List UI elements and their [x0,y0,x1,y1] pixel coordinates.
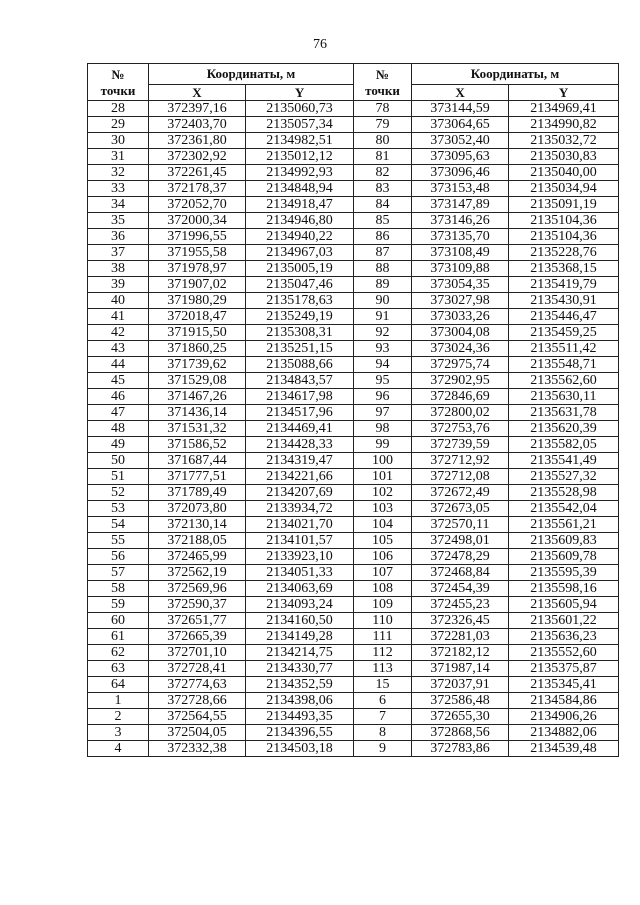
point-number-right: 81 [354,149,412,165]
y-coordinate-right: 2135542,04 [509,501,619,517]
x-coordinate-right: 373135,70 [412,229,509,245]
x-coordinate-left: 372562,19 [149,565,246,581]
point-number-right: 85 [354,213,412,229]
y-coordinate-left: 2134493,35 [246,709,354,725]
y-coordinate-right: 2135609,78 [509,549,619,565]
y-coordinate-left: 2133934,72 [246,501,354,517]
x-coordinate-right: 372281,03 [412,629,509,645]
y-coordinate-left: 2134101,57 [246,533,354,549]
x-coordinate-right: 372478,29 [412,549,509,565]
x-coordinate-left: 372073,80 [149,501,246,517]
y-coordinate-right: 2135562,60 [509,373,619,389]
point-number-left: 1 [88,693,149,709]
x-coordinate-right: 372326,45 [412,613,509,629]
y-coordinate-right: 2134539,48 [509,741,619,757]
point-number-left: 34 [88,197,149,213]
y-coordinate-right: 2135091,19 [509,197,619,213]
y-coordinate-left: 2134160,50 [246,613,354,629]
point-number-left: 48 [88,421,149,437]
point-number-left: 45 [88,373,149,389]
x-coordinate-right: 372868,56 [412,725,509,741]
x-coordinate-right: 373052,40 [412,133,509,149]
y-coordinate-left: 2134848,94 [246,181,354,197]
point-number-right: 15 [354,677,412,693]
point-number-right: 78 [354,101,412,117]
y-coordinate-right: 2135032,72 [509,133,619,149]
y-coordinate-left: 2134396,55 [246,725,354,741]
point-number-right: 109 [354,597,412,613]
x-coordinate-right: 373004,08 [412,325,509,341]
y-coordinate-right: 2135541,49 [509,453,619,469]
point-number-right: 92 [354,325,412,341]
point-number-left: 61 [88,629,149,645]
x-coordinate-left: 372302,92 [149,149,246,165]
x-coordinate-right: 372846,69 [412,389,509,405]
x-coordinate-left: 372000,34 [149,213,246,229]
table-row [88,117,619,133]
x-coordinate-left: 372465,99 [149,549,246,565]
point-number-header-right: № точки [354,64,412,101]
point-number-right: 80 [354,133,412,149]
y-coordinate-right: 2135601,22 [509,613,619,629]
x-coordinate-right: 372454,39 [412,581,509,597]
point-number-left: 3 [88,725,149,741]
point-number-left: 57 [88,565,149,581]
x-coordinate-right: 372739,59 [412,437,509,453]
x-coordinate-left: 372728,66 [149,693,246,709]
y-coordinate-right: 2135620,39 [509,421,619,437]
y-coordinate-right: 2135228,76 [509,245,619,261]
point-number-left: 56 [88,549,149,565]
y-coordinate-left: 2134330,77 [246,661,354,677]
table-row [88,165,619,181]
point-number-left: 49 [88,437,149,453]
point-number-right: 104 [354,517,412,533]
y-coordinate-right: 2135548,71 [509,357,619,373]
point-number-right: 100 [354,453,412,469]
x-coordinate-right: 373109,88 [412,261,509,277]
table-row [88,213,619,229]
x-coordinate-left: 372728,41 [149,661,246,677]
point-number-left: 58 [88,581,149,597]
table-row [88,485,619,501]
point-number-left: 63 [88,661,149,677]
x-coordinate-right: 373144,59 [412,101,509,117]
point-number-right: 94 [354,357,412,373]
coordinates-table [87,63,619,757]
x-coordinate-left: 372332,38 [149,741,246,757]
x-coordinate-right: 371987,14 [412,661,509,677]
x-coordinate-right: 372182,12 [412,645,509,661]
y-coordinate-left: 2134319,47 [246,453,354,469]
table-row [88,469,619,485]
y-coordinate-left: 2134617,98 [246,389,354,405]
y-coordinate-left: 2135057,34 [246,117,354,133]
table-row [88,613,619,629]
point-number-right: 84 [354,197,412,213]
table-row [88,389,619,405]
point-number-right: 95 [354,373,412,389]
table-row [88,325,619,341]
x-coordinate-right: 372586,48 [412,693,509,709]
x-coordinate-right: 373146,26 [412,213,509,229]
y-coordinate-left: 2134021,70 [246,517,354,533]
x-coordinate-right: 372037,91 [412,677,509,693]
y-coordinate-right: 2135528,98 [509,485,619,501]
x-coordinate-left: 372590,37 [149,597,246,613]
x-coordinate-left: 372397,16 [149,101,246,117]
point-number-right: 108 [354,581,412,597]
x-coordinate-left: 372052,70 [149,197,246,213]
x-coordinate-right: 372712,08 [412,469,509,485]
y-coordinate-right: 2135630,11 [509,389,619,405]
table-row [88,453,619,469]
x-coordinate-right: 372975,74 [412,357,509,373]
x-coordinate-left: 371436,14 [149,405,246,421]
y-coordinate-left: 2134428,33 [246,437,354,453]
table-row [88,661,619,677]
y-coordinate-left: 2134517,96 [246,405,354,421]
y-coordinate-right: 2135345,41 [509,677,619,693]
point-number-left: 59 [88,597,149,613]
y-coordinate-right: 2135527,32 [509,469,619,485]
point-number-right: 112 [354,645,412,661]
y-coordinate-right: 2135459,25 [509,325,619,341]
y-coordinate-left: 2134940,22 [246,229,354,245]
x-coordinate-right: 373054,35 [412,277,509,293]
table-row [88,517,619,533]
x-coordinate-left: 371586,52 [149,437,246,453]
x-header-right: X [412,85,509,101]
y-coordinate-right: 2134906,26 [509,709,619,725]
point-number-right: 89 [354,277,412,293]
y-coordinate-right: 2135104,36 [509,213,619,229]
x-coordinate-left: 371777,51 [149,469,246,485]
y-coordinate-left: 2134843,57 [246,373,354,389]
x-coordinate-right: 372673,05 [412,501,509,517]
x-coordinate-right: 372655,30 [412,709,509,725]
x-coordinate-left: 372178,37 [149,181,246,197]
point-number-left: 42 [88,325,149,341]
y-coordinate-left: 2135060,73 [246,101,354,117]
table-row [88,437,619,453]
point-number-left: 28 [88,101,149,117]
table-row [88,645,619,661]
x-coordinate-right: 373027,98 [412,293,509,309]
y-coordinate-right: 2135561,21 [509,517,619,533]
point-number-left: 46 [88,389,149,405]
x-coordinate-left: 371467,26 [149,389,246,405]
table-row [88,245,619,261]
point-number-right: 91 [354,309,412,325]
y-header-right: Y [509,85,619,101]
y-coordinate-right: 2135446,47 [509,309,619,325]
y-coordinate-left: 2134051,33 [246,565,354,581]
point-number-left: 4 [88,741,149,757]
table-row [88,549,619,565]
y-coordinate-left: 2134469,41 [246,421,354,437]
point-number-right: 8 [354,725,412,741]
x-coordinate-left: 372018,47 [149,309,246,325]
y-coordinate-left: 2134967,03 [246,245,354,261]
x-coordinate-left: 371531,32 [149,421,246,437]
y-coordinate-left: 2134207,69 [246,485,354,501]
point-number-left: 52 [88,485,149,501]
y-coordinate-left: 2135251,15 [246,341,354,357]
y-coordinate-right: 2134584,86 [509,693,619,709]
x-coordinate-right: 373096,46 [412,165,509,181]
point-number-right: 9 [354,741,412,757]
table-row [88,693,619,709]
y-coordinate-left: 2134946,80 [246,213,354,229]
point-number-right: 87 [354,245,412,261]
point-number-right: 102 [354,485,412,501]
table-row [88,261,619,277]
x-coordinate-left: 372361,80 [149,133,246,149]
y-coordinate-right: 2135430,91 [509,293,619,309]
point-number-right: 105 [354,533,412,549]
point-number-left: 37 [88,245,149,261]
y-coordinate-left: 2135249,19 [246,309,354,325]
point-number-header-left: № точки [88,64,149,101]
y-coordinate-left: 2134398,06 [246,693,354,709]
point-number-left: 2 [88,709,149,725]
y-coordinate-left: 2135047,46 [246,277,354,293]
y-coordinate-right: 2135552,60 [509,645,619,661]
x-coordinate-right: 372712,92 [412,453,509,469]
point-number-left: 39 [88,277,149,293]
table-row [88,565,619,581]
x-coordinate-left: 372665,39 [149,629,246,645]
point-number-left: 41 [88,309,149,325]
y-coordinate-right: 2135375,87 [509,661,619,677]
x-coordinate-left: 371860,25 [149,341,246,357]
point-number-left: 53 [88,501,149,517]
y-coordinate-left: 2134982,51 [246,133,354,149]
point-number-left: 60 [88,613,149,629]
point-number-right: 93 [354,341,412,357]
point-number-right: 103 [354,501,412,517]
x-coordinate-right: 372498,01 [412,533,509,549]
y-coordinate-left: 2135178,63 [246,293,354,309]
y-coordinate-right: 2134990,82 [509,117,619,133]
y-coordinate-right: 2135034,94 [509,181,619,197]
table-row [88,629,619,645]
coordinates-header-left: Координаты, м [149,64,354,85]
point-number-right: 111 [354,629,412,645]
y-coordinate-left: 2134918,47 [246,197,354,213]
y-coordinate-left: 2135012,12 [246,149,354,165]
table-row [88,357,619,373]
point-number-right: 110 [354,613,412,629]
y-coordinate-left: 2133923,10 [246,549,354,565]
table-row [88,277,619,293]
table-row [88,293,619,309]
point-number-left: 32 [88,165,149,181]
table-row [88,149,619,165]
table-row [88,677,619,693]
x-coordinate-left: 372774,63 [149,677,246,693]
y-coordinate-right: 2134882,06 [509,725,619,741]
page-number: 76 [313,37,327,52]
point-number-right: 97 [354,405,412,421]
point-number-right: 82 [354,165,412,181]
point-number-right: 90 [354,293,412,309]
x-coordinate-left: 371955,58 [149,245,246,261]
table-row [88,421,619,437]
point-number-left: 50 [88,453,149,469]
point-number-right: 107 [354,565,412,581]
x-coordinate-left: 371687,44 [149,453,246,469]
point-number-right: 86 [354,229,412,245]
x-coordinate-right: 373024,36 [412,341,509,357]
x-coordinate-left: 371907,02 [149,277,246,293]
x-coordinate-left: 372564,55 [149,709,246,725]
y-coordinate-left: 2135308,31 [246,325,354,341]
point-number-right: 96 [354,389,412,405]
x-coordinate-right: 372468,84 [412,565,509,581]
x-coordinate-left: 371980,29 [149,293,246,309]
table-row [88,229,619,245]
y-coordinate-left: 2134221,66 [246,469,354,485]
x-coordinate-right: 372455,23 [412,597,509,613]
x-coordinate-left: 371789,49 [149,485,246,501]
point-number-right: 88 [354,261,412,277]
point-number-left: 44 [88,357,149,373]
y-coordinate-right: 2135419,79 [509,277,619,293]
y-coordinate-right: 2135368,15 [509,261,619,277]
y-coordinate-left: 2134503,18 [246,741,354,757]
x-coordinate-right: 373064,65 [412,117,509,133]
table-row [88,341,619,357]
point-number-left: 29 [88,117,149,133]
point-number-left: 51 [88,469,149,485]
x-coordinate-right: 373033,26 [412,309,509,325]
x-coordinate-left: 371978,97 [149,261,246,277]
x-coordinate-right: 373153,48 [412,181,509,197]
table-row [88,725,619,741]
x-coordinate-left: 371529,08 [149,373,246,389]
point-number-right: 7 [354,709,412,725]
y-coordinate-right: 2135605,94 [509,597,619,613]
y-header-left: Y [246,85,354,101]
y-coordinate-right: 2135511,42 [509,341,619,357]
point-number-left: 64 [88,677,149,693]
point-number-left: 35 [88,213,149,229]
x-coordinate-right: 372800,02 [412,405,509,421]
table-row [88,309,619,325]
x-coordinate-right: 373108,49 [412,245,509,261]
x-coordinate-left: 371739,62 [149,357,246,373]
point-number-right: 113 [354,661,412,677]
point-number-right: 98 [354,421,412,437]
table-row [88,197,619,213]
y-coordinate-right: 2135582,05 [509,437,619,453]
x-coordinate-left: 372188,05 [149,533,246,549]
point-number-right: 99 [354,437,412,453]
y-coordinate-right: 2135104,36 [509,229,619,245]
x-coordinate-right: 372672,49 [412,485,509,501]
y-coordinate-right: 2135030,83 [509,149,619,165]
point-number-right: 79 [354,117,412,133]
point-number-left: 62 [88,645,149,661]
y-coordinate-left: 2134352,59 [246,677,354,693]
table-row [88,501,619,517]
table-row [88,101,619,117]
y-coordinate-left: 2134063,69 [246,581,354,597]
coordinates-table-body [88,101,619,757]
x-coordinate-left: 371915,50 [149,325,246,341]
y-coordinate-left: 2134992,93 [246,165,354,181]
y-coordinate-right: 2135598,16 [509,581,619,597]
point-number-right: 101 [354,469,412,485]
x-coordinate-right: 372570,11 [412,517,509,533]
table-row [88,533,619,549]
x-coordinate-left: 372651,77 [149,613,246,629]
y-coordinate-left: 2135088,66 [246,357,354,373]
x-coordinate-left: 372403,70 [149,117,246,133]
y-coordinate-right: 2135631,78 [509,405,619,421]
point-number-left: 36 [88,229,149,245]
table-row [88,741,619,757]
coordinates-header-right: Координаты, м [412,64,619,85]
y-coordinate-right: 2135595,39 [509,565,619,581]
point-number-right: 6 [354,693,412,709]
y-coordinate-right: 2135609,83 [509,533,619,549]
point-number-left: 38 [88,261,149,277]
table-row [88,405,619,421]
x-coordinate-left: 372701,10 [149,645,246,661]
x-coordinate-right: 373147,89 [412,197,509,213]
x-header-left: X [149,85,246,101]
point-number-left: 55 [88,533,149,549]
y-coordinate-left: 2135005,19 [246,261,354,277]
y-coordinate-left: 2134149,28 [246,629,354,645]
y-coordinate-right: 2134969,41 [509,101,619,117]
point-number-left: 31 [88,149,149,165]
table-row [88,581,619,597]
table-row [88,133,619,149]
x-coordinate-right: 372753,76 [412,421,509,437]
x-coordinate-left: 372569,96 [149,581,246,597]
x-coordinate-left: 371996,55 [149,229,246,245]
y-coordinate-left: 2134214,75 [246,645,354,661]
point-number-left: 40 [88,293,149,309]
table-row [88,597,619,613]
x-coordinate-right: 372783,86 [412,741,509,757]
x-coordinate-right: 373095,63 [412,149,509,165]
y-coordinate-right: 2135636,23 [509,629,619,645]
point-number-right: 106 [354,549,412,565]
table-row [88,709,619,725]
x-coordinate-left: 372261,45 [149,165,246,181]
x-coordinate-right: 372902,95 [412,373,509,389]
point-number-left: 33 [88,181,149,197]
point-number-left: 54 [88,517,149,533]
x-coordinate-left: 372130,14 [149,517,246,533]
table-row [88,181,619,197]
point-number-left: 43 [88,341,149,357]
point-number-left: 30 [88,133,149,149]
y-coordinate-left: 2134093,24 [246,597,354,613]
point-number-right: 83 [354,181,412,197]
y-coordinate-right: 2135040,00 [509,165,619,181]
table-row [88,373,619,389]
x-coordinate-left: 372504,05 [149,725,246,741]
point-number-left: 47 [88,405,149,421]
